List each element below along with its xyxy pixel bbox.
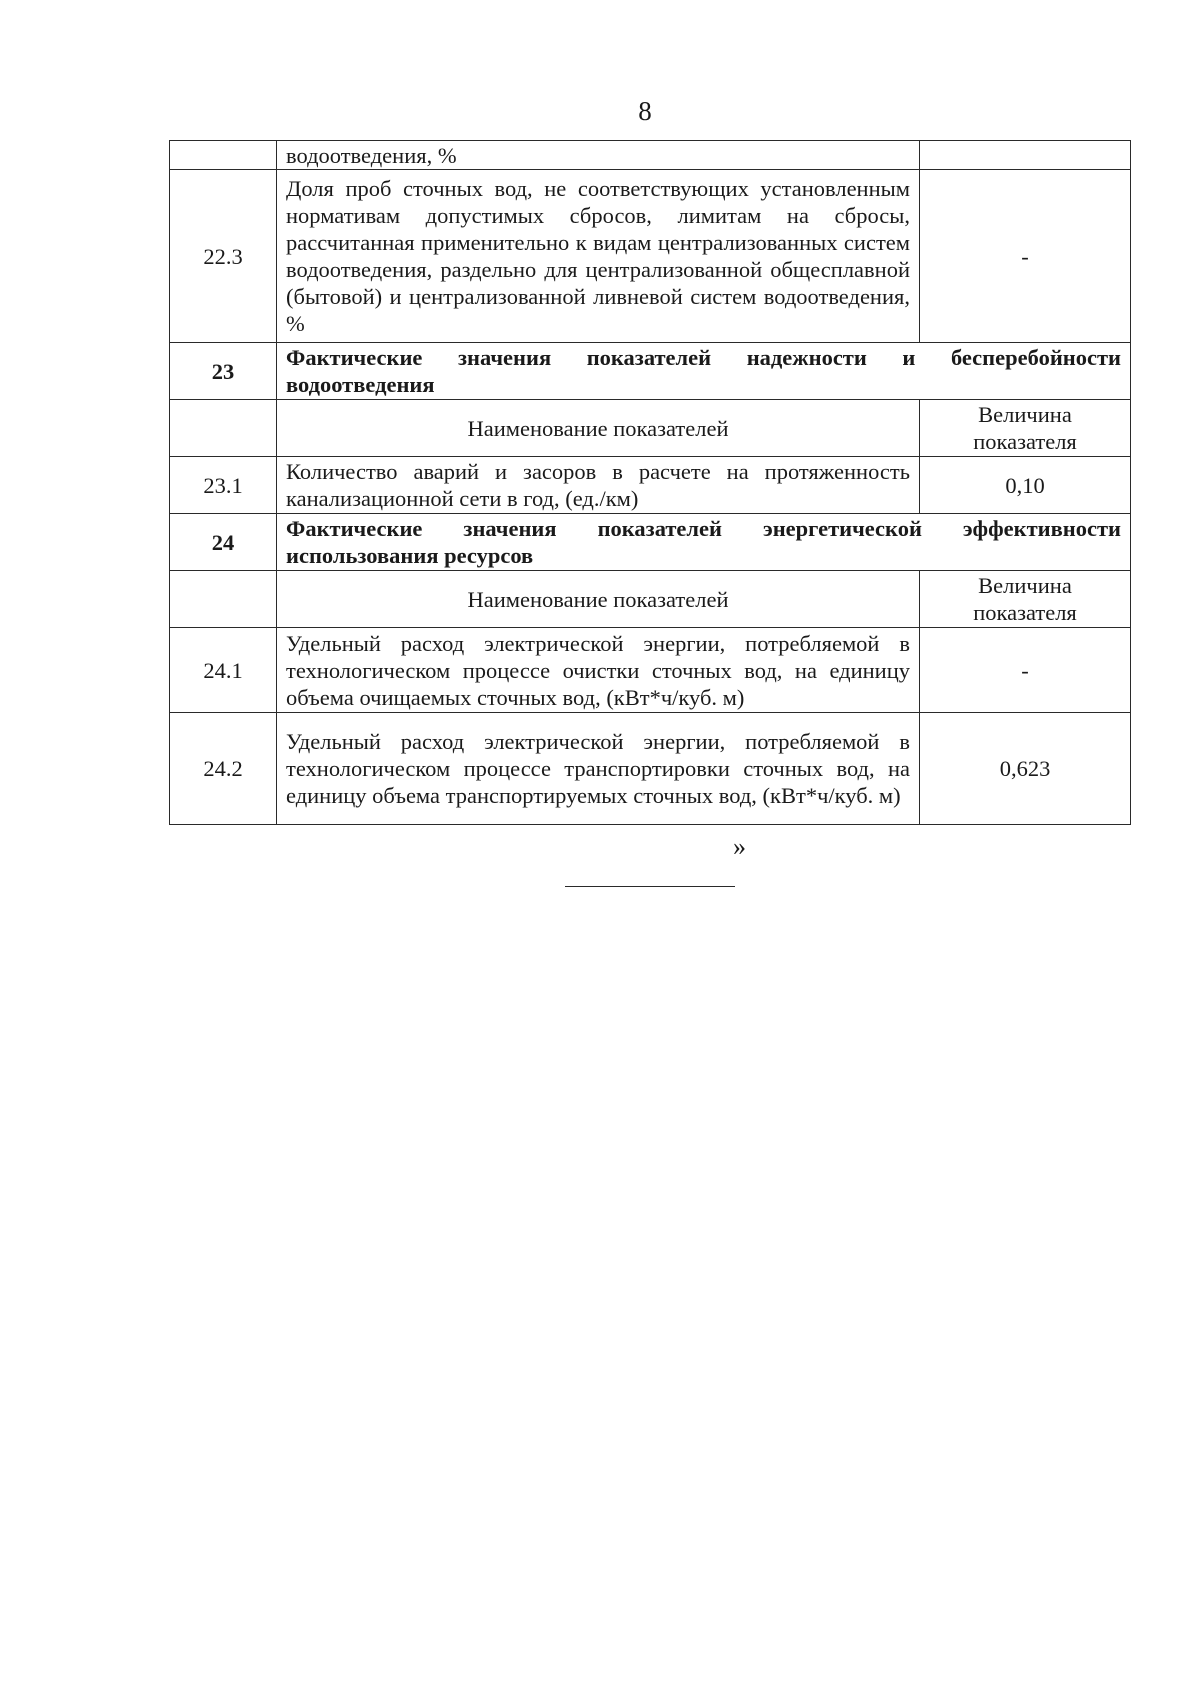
column-header-value: Величина показателя [920, 400, 1131, 457]
indicator-name: водоотведения, % [277, 141, 920, 170]
indicator-value [920, 141, 1131, 170]
indicator-value: - [920, 170, 1131, 343]
indicator-value: 0,10 [920, 457, 1131, 514]
column-header-name: Наименование показателей [277, 400, 920, 457]
row-number [170, 141, 277, 170]
column-header-value: Величина показателя [920, 571, 1131, 628]
indicator-name: Удельный расход электрической энергии, потребляемой в технологическом процессе транспортировки сточных вод, на единицу объема транспортируемых сточных вод, (кВт*ч/куб. м) [277, 713, 920, 825]
indicator-value: 0,623 [920, 713, 1131, 825]
row-number: 23.1 [170, 457, 277, 514]
column-header-name: Наименование показателей [277, 571, 920, 628]
section-row [170, 514, 1131, 571]
column-header-row [170, 571, 1131, 628]
table-row [170, 628, 1131, 713]
row-number: 24.1 [170, 628, 277, 713]
closing-quote: » [733, 832, 746, 861]
column-header-row [170, 400, 1131, 457]
end-divider [565, 886, 735, 887]
indicator-name: Количество аварий и засоров в расчете на протяженность канализационной сети в год, (ед./км) [277, 457, 920, 514]
indicator-value: - [920, 628, 1131, 713]
table-row [170, 170, 1131, 343]
table-row [170, 141, 1131, 170]
row-number [170, 400, 277, 457]
section-title: Фактические значения показателей энергетической эффективности использования ресурсов [277, 514, 1131, 571]
table-row [170, 713, 1131, 825]
indicator-name: Доля проб сточных вод, не соответствующих установленным нормативам допустимых сбросов, лимитам на сбросы, рассчитанная применительно к видам централизованных систем водоотведения, раздельно для централизованной общесплавной (бытовой) и централизованной ливневой систем водоотведения, % [277, 170, 920, 343]
table-row [170, 457, 1131, 514]
section-number: 23 [170, 343, 277, 400]
section-row [170, 343, 1131, 400]
row-number: 22.3 [170, 170, 277, 343]
page-number: 8 [638, 96, 652, 126]
row-number: 24.2 [170, 713, 277, 825]
indicator-name: Удельный расход электрической энергии, потребляемой в технологическом процессе очистки сточных вод, на единицу объема очищаемых сточных вод, (кВт*ч/куб. м) [277, 628, 920, 713]
indicators-table [169, 140, 1131, 825]
section-title: Фактические значения показателей надежности и бесперебойности водоотведения [277, 343, 1131, 400]
section-number: 24 [170, 514, 277, 571]
row-number [170, 571, 277, 628]
